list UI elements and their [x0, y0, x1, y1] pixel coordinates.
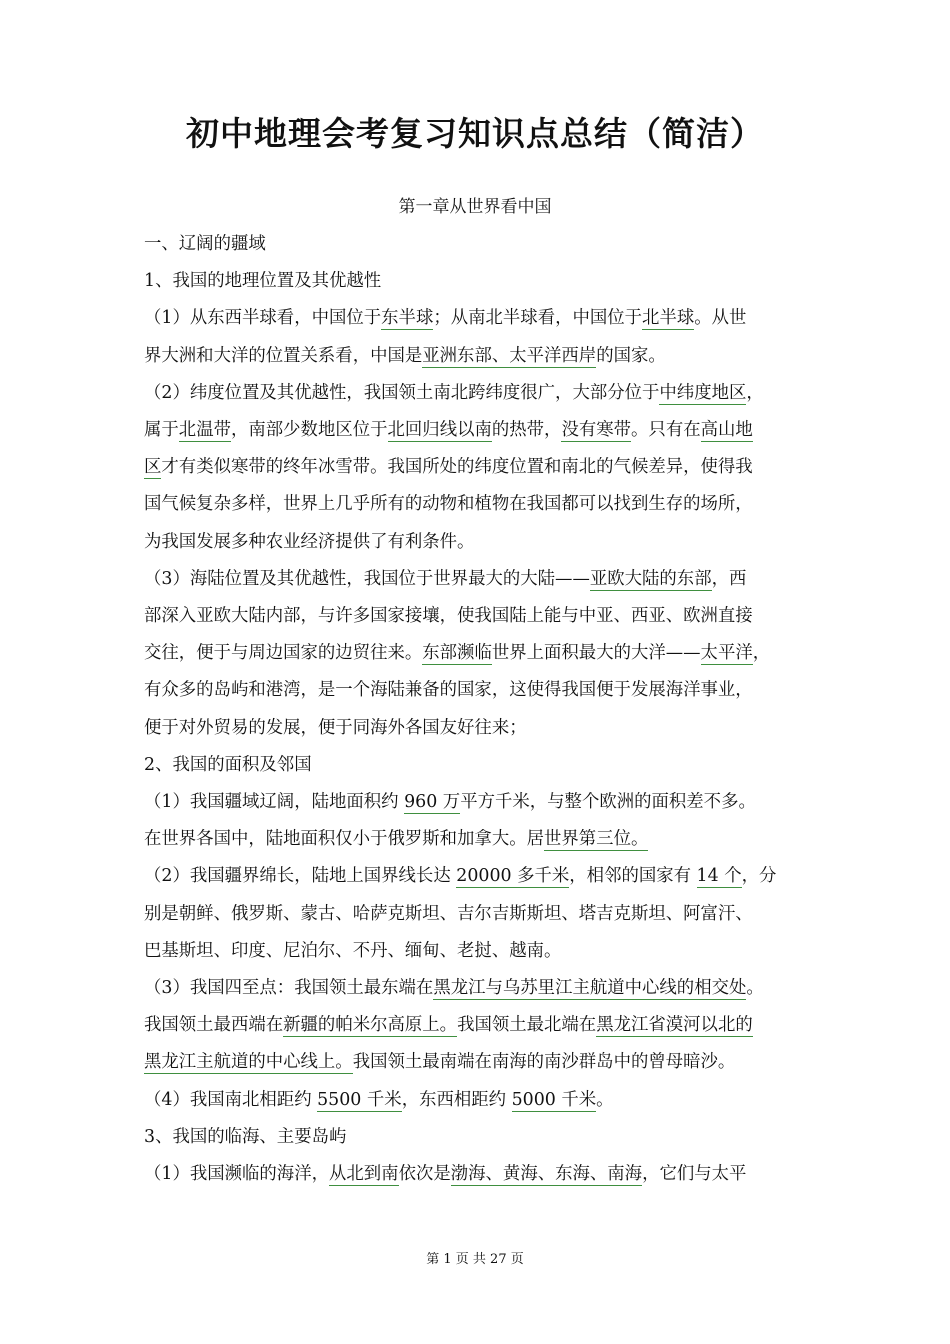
text-segment: 国气候复杂多样，世界上几乎所有的动物和植物在我国都可以找到生存的场所， — [144, 494, 753, 515]
text-line — [144, 862, 776, 892]
text-segment: 为我国发展多种农业经济提供了有利条件。 — [144, 531, 475, 552]
chapter-heading: 第一章从世界看中国 — [398, 197, 552, 217]
underlined-keyword: 5500 千米 — [317, 1089, 402, 1110]
underlined-keyword: 亚欧大陆的东部 — [589, 568, 712, 589]
text-segment: 。从世 — [694, 308, 747, 329]
text-segment: 有众多的岛屿和港湾，是一个海陆兼备的国家，这使得我国便于发展海洋事业， — [144, 680, 753, 701]
text-line — [144, 1048, 735, 1078]
underlined-keyword: 黑龙江省漠河以北的 — [596, 1015, 753, 1036]
text-line — [144, 528, 474, 558]
text-line — [144, 825, 648, 855]
text-segment: （2）我国疆界绵长，陆地上国界线长达 — [144, 866, 457, 887]
text-segment: 交往，便于与周边国家的边贸往来。 — [144, 643, 423, 664]
text-line — [144, 230, 266, 260]
text-line — [144, 1086, 614, 1116]
underlined-keyword: 5000 千米 — [511, 1089, 597, 1110]
underlined-keyword: 亚洲东部、太平洋西岸 — [422, 345, 597, 366]
text-segment: ， — [752, 643, 771, 664]
text-segment: 2、我国的面积及邻国 — [144, 754, 312, 775]
text-segment: （1）从东西半球看，中国位于 — [144, 308, 382, 329]
text-line — [144, 1160, 746, 1190]
text-line — [144, 900, 753, 930]
text-segment: 一、辽阔的疆域 — [144, 234, 266, 254]
underlined-keyword: 区 — [144, 457, 162, 478]
text-segment: 属于 — [144, 420, 179, 440]
underlined-keyword: 东半球 — [381, 308, 434, 329]
underlined-keyword: 太平洋 — [700, 643, 753, 664]
underlined-keyword: 北半球 — [642, 308, 695, 329]
text-line — [144, 379, 764, 409]
text-line — [144, 714, 527, 744]
text-segment: （3）我国四至点：我国领土最东端在 — [144, 978, 434, 998]
text-line — [144, 304, 746, 334]
text-segment: 部深入亚欧大陆内部，与许多国家接壤，使我国陆上能与中亚、西亚、欧洲直接 — [144, 606, 753, 626]
text-segment: 的国家。 — [596, 345, 666, 366]
text-segment: （3）海陆位置及其优越性，我国位于世界最大的大陆—— — [144, 568, 590, 589]
underlined-keyword: 北回归线以南 — [387, 420, 492, 440]
document-title: 初中地理会考复习知识点总结（简洁） — [186, 114, 764, 153]
text-line — [144, 937, 561, 967]
underlined-keyword: 14 个 — [696, 866, 742, 887]
text-segment: ，东西相距约 — [401, 1089, 512, 1110]
underlined-keyword: 中纬度地区 — [659, 382, 747, 403]
text-segment: 巴基斯坦、印度、尼泊尔、不丹、缅甸、老挝、越南。 — [144, 940, 562, 961]
underlined-keyword: 没有寒带 — [561, 420, 632, 440]
text-segment: 。只有在 — [631, 420, 701, 440]
underlined-keyword: 20000 多千米 — [456, 866, 570, 887]
underlined-keyword: 东部濒临 — [422, 643, 492, 664]
text-line — [144, 974, 764, 1004]
text-line — [144, 751, 312, 781]
text-segment: （1）我国疆域辽阔，陆地面积约 — [144, 792, 405, 812]
text-segment: 我国领土最西端在 — [144, 1015, 284, 1036]
text-segment: ，它们与太平 — [642, 1164, 747, 1184]
text-segment: 界大洲和大洋的位置关系看，中国是 — [144, 345, 423, 366]
underlined-keyword: 960 万 — [404, 792, 461, 812]
text-segment: 世界上面积最大的大洋—— — [491, 643, 701, 664]
text-line — [144, 490, 753, 520]
text-segment: 才有类似寒带的终年冰雪带。我国所处的纬度位置和南北的气候差异，使得我 — [161, 457, 753, 478]
text-segment: 的热带， — [491, 420, 562, 440]
text-segment: ，分 — [741, 866, 777, 887]
text-segment: 我国领土最南端在南海的南沙群岛中的曾母暗沙。 — [352, 1052, 736, 1073]
text-line — [144, 453, 753, 483]
underlined-keyword: 从北到南 — [328, 1164, 399, 1184]
page-footer: 第 1 页 共 27 页 — [426, 1252, 524, 1267]
text-segment: 在世界各国中，陆地面积仅小于俄罗斯和加拿大。居 — [144, 829, 544, 850]
underlined-keyword: 渤海、黄海、东海、南海 — [450, 1164, 643, 1184]
text-line — [144, 342, 666, 372]
text-segment: （2）纬度位置及其优越性，我国领土南北跨纬度很广，大部分位于 — [144, 382, 660, 403]
text-segment: ，西 — [711, 568, 747, 589]
underlined-keyword: 黑龙江主航道的中心线上。 — [144, 1052, 353, 1073]
text-segment: 依次是 — [398, 1164, 451, 1184]
text-segment: 平方千米，与整个欧洲的面积差不多。 — [460, 792, 756, 812]
text-segment: 3、我国的临海、主要岛屿 — [144, 1126, 347, 1147]
text-segment: ；从南北半球看，中国位于 — [433, 308, 643, 329]
text-line — [144, 676, 753, 706]
underlined-keyword: 北温带 — [178, 420, 231, 440]
underlined-keyword: 黑龙江与乌苏里江主航道中心线的相交处 — [433, 978, 747, 998]
text-line — [144, 1123, 346, 1153]
text-segment: ，南部少数地区位于 — [230, 420, 388, 440]
text-segment: 别是朝鲜、俄罗斯、蒙古、哈萨克斯坦、吉尔吉斯斯坦、塔吉克斯坦、阿富汗、 — [144, 903, 753, 924]
underlined-keyword: 世界第三位。 — [544, 829, 649, 850]
text-line — [144, 1011, 753, 1041]
underlined-keyword: 高山地 — [700, 420, 753, 440]
text-line — [144, 565, 746, 595]
text-line — [144, 267, 381, 297]
text-segment: 1、我国的地理位置及其优越性 — [144, 271, 382, 292]
text-segment: ， — [746, 382, 764, 403]
text-segment: （4）我国南北相距约 — [144, 1089, 318, 1110]
text-line — [144, 602, 753, 632]
text-line — [144, 639, 770, 669]
text-segment: （1）我国濒临的海洋， — [144, 1164, 329, 1184]
text-segment: 我国领土最北端在 — [457, 1015, 597, 1036]
text-segment: 。 — [596, 1089, 614, 1110]
text-segment: 。 — [746, 978, 764, 998]
text-segment: ，相邻的国家有 — [569, 866, 697, 887]
underlined-keyword: 新疆的帕米尔高原上。 — [283, 1015, 458, 1036]
text-line — [144, 416, 753, 446]
text-line — [144, 788, 756, 818]
text-segment: 便于对外贸易的发展，便于同海外各国友好往来； — [144, 717, 527, 738]
